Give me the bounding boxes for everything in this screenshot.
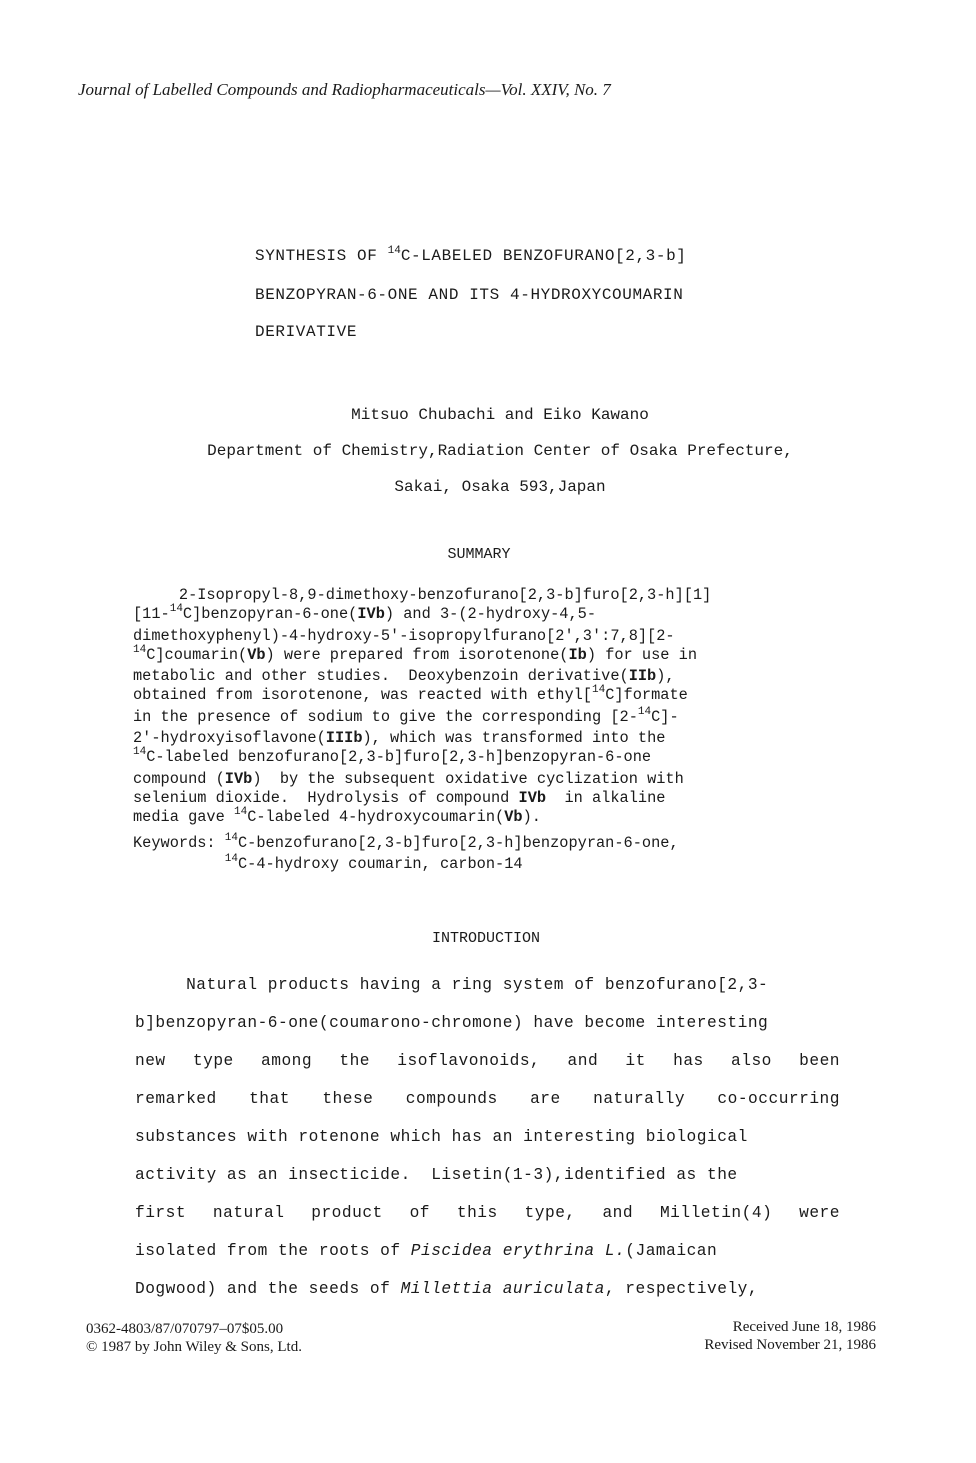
author-department: Department of Chemistry,Radiation Center of Osaka Prefecture, bbox=[207, 442, 793, 460]
article-code: 0362-4803/87/070797–07$05.00 bbox=[86, 1321, 284, 1337]
intro-line: first natural product of this type, and Milletin(4) were bbox=[135, 1204, 840, 1222]
summary-line: [11-$^{14}$C]benzopyran-6-one(IVb) and 3-(2-hydroxy-4,5- bbox=[133, 603, 597, 624]
summary-body bbox=[133, 586, 711, 830]
keywords-line-2: $^{14}$C-4-hydroxy coumarin, carbon-14 bbox=[224, 853, 523, 874]
received-date: Received June 18, 1986 bbox=[732, 1319, 876, 1335]
keywords-block bbox=[133, 834, 679, 877]
summary-line: metabolic and other studies. Deoxybenzoin derivative(IIb), bbox=[133, 667, 675, 686]
summary-line: obtained from isorotenone, was reacted with ethyl[$^{14}$C]formate bbox=[133, 684, 688, 705]
footer-right bbox=[600, 1318, 876, 1354]
introduction-heading: INTRODUCTION bbox=[431, 930, 541, 947]
intro-line: Natural products having a ring system of benzofurano[2,3- bbox=[135, 976, 769, 994]
summary-line: dimethoxyphenyl)-4-hydroxy-5'-isopropylfurano[2',3':7,8][2- bbox=[133, 626, 675, 645]
keywords-line-1: Keywords: $^{14}$C-benzofurano[2,3-b]furo[2,3-h]benzopyran-6-one, bbox=[133, 832, 679, 852]
author-block bbox=[0, 397, 976, 505]
title-line-2: BENZOPYRAN-6-ONE AND ITS 4-HYDROXYCOUMARIN bbox=[255, 286, 684, 304]
title-line-3: DERIVATIVE bbox=[255, 323, 358, 341]
summary-line: 2'-hydroxyisoflavone(IIIb), which was transformed into the bbox=[133, 729, 666, 748]
summary-heading: SUMMARY bbox=[447, 546, 511, 563]
keywords-label: Keywords: bbox=[133, 834, 225, 852]
introduction-body bbox=[135, 966, 840, 1308]
summary-line: compound (IVb) by the subsequent oxidative cyclization with bbox=[133, 769, 684, 788]
copyright: © 1987 by John Wiley & Sons, Ltd. bbox=[86, 1339, 302, 1355]
author-address: Sakai, Osaka 593,Japan bbox=[394, 478, 606, 496]
species-name: Piscidea erythrina L. bbox=[410, 1242, 626, 1260]
summary-line: 2-Isopropyl-8,9-dimethoxy-benzofurano[2,3-b]furo[2,3-h][1] bbox=[133, 586, 712, 604]
intro-line: new type among the isoflavonoids, and it has also been bbox=[135, 1052, 840, 1070]
species-name: Millettia auriculata bbox=[400, 1280, 605, 1298]
intro-line: remarked that these compounds are naturally co-occurring bbox=[135, 1090, 840, 1108]
author-names: Mitsuo Chubachi and Eiko Kawano bbox=[351, 406, 649, 424]
article-title bbox=[255, 238, 686, 351]
intro-line: activity as an insecticide. Lisetin(1-3),identified as the bbox=[135, 1166, 738, 1184]
summary-line: $^{14}$C-labeled benzofurano[2,3-b]furo[2,3-h]benzopyran-6-one bbox=[133, 746, 652, 767]
journal-header: Journal of Labelled Compounds and Radiopharmaceuticals—Vol. XXIV, No. 7 bbox=[78, 80, 611, 99]
summary-line: media gave $^{14}$C-labeled 4-hydroxycoumarin(Vb). bbox=[133, 806, 541, 827]
intro-line: isolated from the roots of Piscidea erythrina L.(Jamaican bbox=[135, 1242, 718, 1260]
summary-line: $^{14}$C]coumarin(Vb) were prepared from isorotenone(Ib) for use in bbox=[133, 643, 697, 664]
isotope-superscript: 14 bbox=[387, 245, 401, 257]
intro-line: substances with rotenone which has an interesting biological bbox=[135, 1128, 748, 1146]
title-line-1: SYNTHESIS OF $^{14}$C-LABELED BENZOFURANO[2,3-b] bbox=[255, 245, 687, 265]
revised-date: Revised November 21, 1986 bbox=[704, 1337, 876, 1353]
summary-line: in the presence of sodium to give the corresponding [2-$^{14}$C]- bbox=[133, 705, 679, 726]
intro-line: b]benzopyran-6-one(coumarono-chromone) have become interesting bbox=[135, 1014, 769, 1032]
footer-left bbox=[86, 1320, 302, 1356]
summary-line: selenium dioxide. Hydrolysis of compound IVb in alkaline bbox=[133, 788, 666, 807]
intro-line: Dogwood) and the seeds of Millettia auriculata, respectively, bbox=[135, 1280, 759, 1298]
